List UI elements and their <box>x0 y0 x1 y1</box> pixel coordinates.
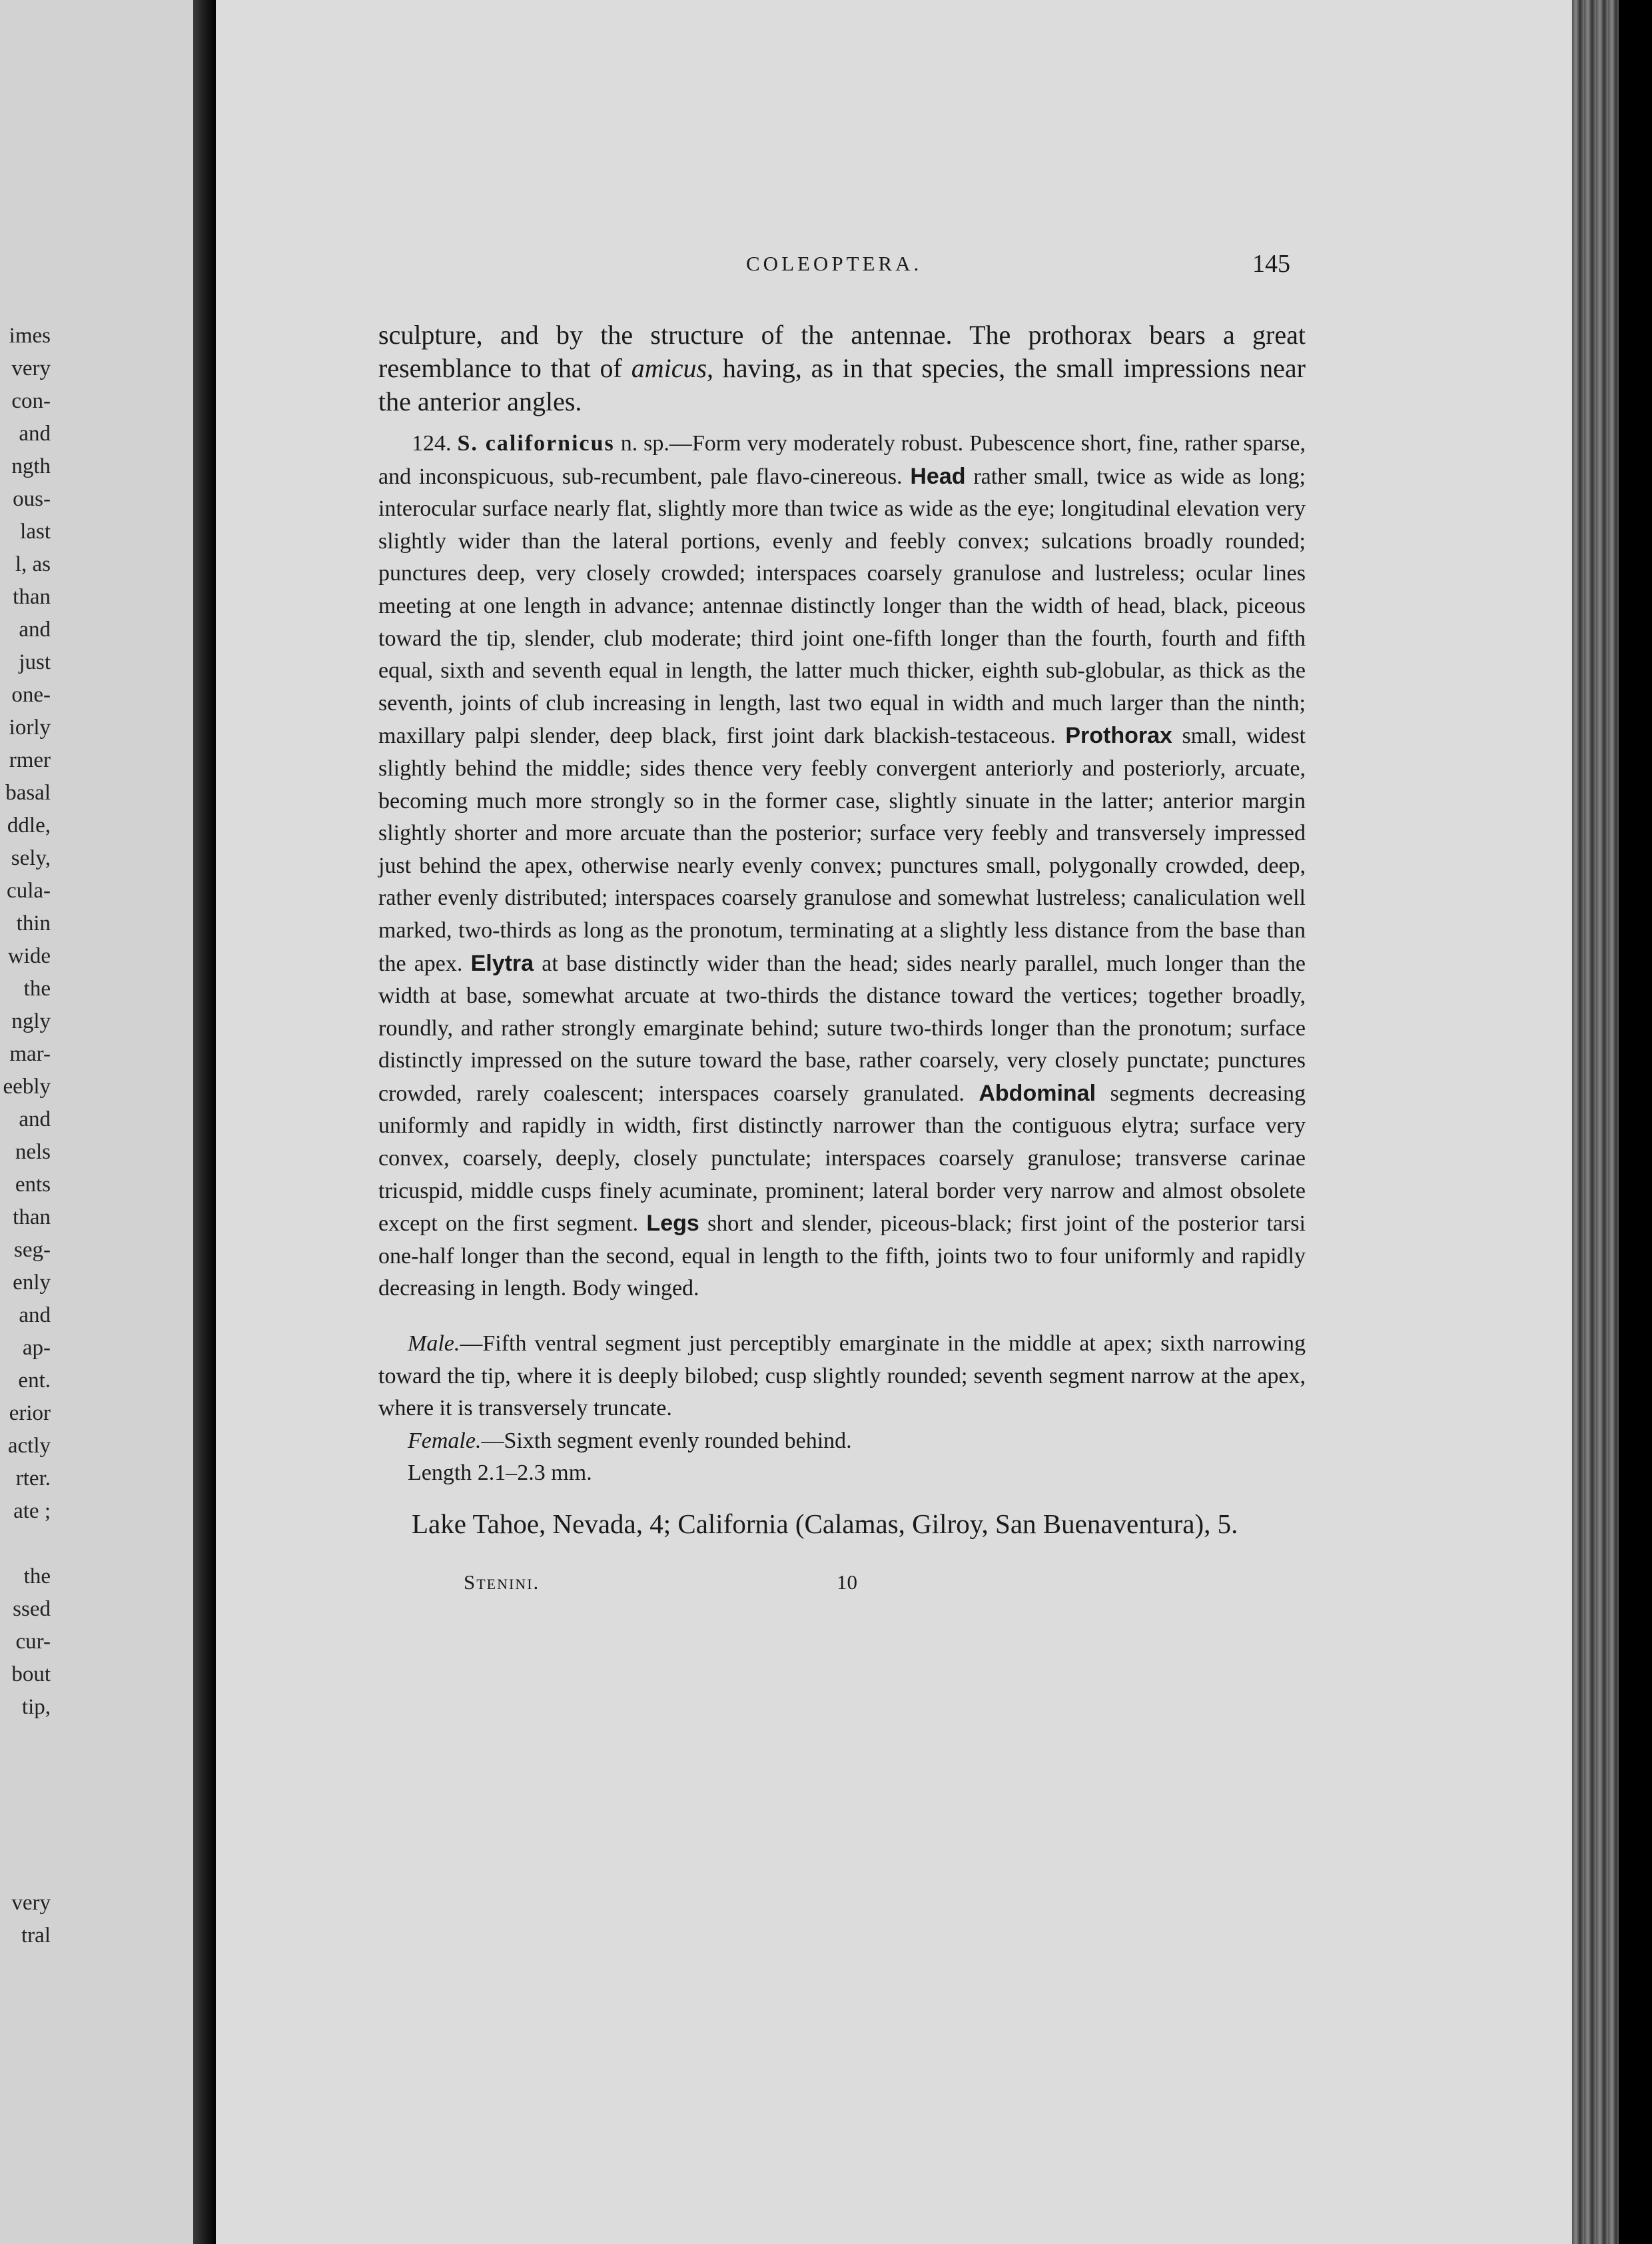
left-page-line: eebly <box>3 1075 51 1099</box>
left-page-text-column <box>0 320 51 1952</box>
running-head: COLEOPTERA. <box>746 252 923 275</box>
left-page-line: bout <box>11 1662 51 1686</box>
left-page-line: last <box>20 520 51 544</box>
left-page-line: sely, <box>11 846 51 870</box>
left-page-line: the <box>23 977 51 1001</box>
left-page-line: rmer <box>9 748 51 772</box>
left-page-line: basal <box>5 781 51 805</box>
left-page-line: tip, <box>21 1695 51 1719</box>
left-page-line: cula- <box>7 879 51 903</box>
left-page-line: and <box>19 1303 51 1327</box>
left-page-line: tral <box>21 1924 51 1948</box>
left-page-line: ate ; <box>13 1499 51 1523</box>
left-page-line: and <box>19 1107 51 1131</box>
left-page-line: just <box>19 650 51 674</box>
locality-record: Lake Tahoe, Nevada, 4; California (Calamas, Gilroy, San Buenaventura), 5. <box>412 1508 1238 1539</box>
left-page-line: very <box>11 356 51 380</box>
left-page-line <box>0 1822 51 1854</box>
male-description: Male.—Fifth ventral segment just perceptibly emarginate in the middle at apex; sixth narrowing toward the tip, where it is deeply bilobed; cusp slightly rounded; seventh segment narrow at the apex, where it is transversely truncate. <box>378 1331 1306 1421</box>
left-facing-page <box>0 0 193 2244</box>
left-page-line: ap- <box>22 1336 51 1360</box>
body-text <box>378 318 1306 1597</box>
scan-border <box>1619 0 1652 2244</box>
left-page-line: iorly <box>9 716 51 740</box>
left-page-line: ous- <box>13 487 51 511</box>
left-page-line: one- <box>11 683 51 707</box>
left-page-line <box>0 1789 51 1822</box>
left-page-line: ssed <box>13 1597 51 1621</box>
page-footer <box>378 1570 1306 1597</box>
female-label: Female. <box>408 1428 482 1453</box>
left-page-line: actly <box>7 1434 51 1458</box>
left-page-line: ngth <box>11 454 51 478</box>
left-page-line: seg- <box>14 1238 51 1262</box>
left-page-line: imes <box>9 324 51 348</box>
species-number: 124. <box>412 431 452 456</box>
female-description: Female.—Sixth segment evenly rounded behind. <box>408 1428 852 1453</box>
heading-abdominal: Abdominal <box>979 1080 1096 1106</box>
left-page-line: enly <box>13 1271 51 1295</box>
left-page-line: ent. <box>18 1369 51 1393</box>
signature-mark: Stenini. <box>464 1570 540 1594</box>
left-page-line: erior <box>9 1401 51 1425</box>
page-number: 145 <box>1252 250 1290 278</box>
gutter-shadow <box>193 0 216 2244</box>
sheet-number: 10 <box>837 1570 857 1594</box>
left-page-line: rter. <box>15 1466 51 1490</box>
left-page-line: wide <box>7 944 51 968</box>
left-page-line <box>0 1528 51 1560</box>
left-page-line <box>0 1756 51 1789</box>
intro-paragraph: sculpture, and by the structure of the antennae. The prothorax bears a great resemblance to that of amicus, having, as in that species, the small impressions near the anterior angles. <box>378 320 1306 416</box>
left-page-line <box>0 1724 51 1756</box>
left-page-line: con- <box>11 389 51 413</box>
left-page-line: very <box>11 1891 51 1915</box>
left-page-line: ents <box>15 1173 51 1197</box>
species-name: S. californicus <box>457 431 615 456</box>
left-page-line: ddle, <box>7 814 51 838</box>
left-page-line: and <box>19 422 51 446</box>
left-page-line: than <box>13 585 51 609</box>
left-page-line: the <box>23 1564 51 1588</box>
length-measurement: Length 2.1–2.3 mm. <box>408 1460 592 1486</box>
heading-prothorax: Prothorax <box>1065 723 1172 749</box>
left-page-line: and <box>19 618 51 642</box>
left-page-line: than <box>13 1205 51 1229</box>
species-reference: amicus <box>631 353 707 383</box>
heading-legs: Legs <box>646 1211 699 1237</box>
left-page-line: ngly <box>11 1009 51 1033</box>
species-description: 124. S. californicus n. sp.—Form very moderately robust. Pubescence short, fine, rather sparse, and inconspicuous, sub-recumbent, pale flavo-cinereous. Head rather small, twice as wide as long; interocular surface nearly flat, slightly more than twice as wide as the eye; longitudinal elevation very slightly wider than the lateral portions, evenly and feebly convex; sulcations broadly rounded; punctures deep, very closely crowded; interspaces coarsely granulose and lustreless; ocular lines meeting at one length in advance; antennae distinctly longer than the width of head, black, piceous toward the tip, slender, club moderate; third joint one-fifth longer than the fourth, fourth and fifth equal, sixth and seventh equal in length, the latter much thicker, eighth sub-globular, as thick as the seventh, joints of club increasing in length, last two equal in width and much larger than the ninth; maxillary palpi slender, deep black, first joint dark blackish-testaceous. Prothorax small, widest slightly behind the middle; sides thence very feebly convergent anteriorly and posteriorly, arcuate, becoming much more strongly so in the former case, slightly sinuate in the latter; anterior margin slightly shorter and more arcuate than the posterior; surface very feebly and transversely impressed just behind the apex, otherwise nearly evenly convex; punctures small, polygonally crowded, deep, rather evenly distributed; interspaces coarsely granulose and somewhat lustreless; canaliculation well marked, two-thirds as long as the pronotum, terminating at a slightly less distance from the base than the apex. Elytra at base distinctly wider than the head; sides nearly parallel, much longer than the width at base, somewhat arcuate at two-thirds the distance toward the vertices; together broadly, roundly, and rather strongly emarginate behind; suture two-thirds longer than the pronotum; surface distinctly impressed on the suture toward the base, rather coarsely, very closely punctate; punctures crowded, rarely coalescent; interspaces coarsely granulated. Abdominal segments decreasing uniformly and rapidly in width, first distinctly narrower than the contiguous elytra; surface very convex, coarsely, deeply, closely punctulate; interspaces coarsely granulose; transverse carinae tricuspid, middle cusps finely acuminate, prominent; lateral border very narrow and almost obsolete except on the first segment. Legs short and slender, piceous-black; first joint of the posterior tarsi one-half longer than the second, equal in length to the fifth, joints two to four uniformly and rapidly decreasing in length. Body winged. <box>378 431 1306 1301</box>
male-label: Male. <box>408 1331 460 1357</box>
left-page-line: nels <box>15 1140 51 1164</box>
left-page-line: thin <box>16 911 51 935</box>
left-page-line: cur- <box>15 1630 51 1654</box>
heading-elytra: Elytra <box>470 950 534 976</box>
left-page-line <box>0 1854 51 1887</box>
left-page-line: mar- <box>9 1042 51 1066</box>
left-page-line: l, as <box>15 552 51 576</box>
heading-head: Head <box>910 463 966 489</box>
